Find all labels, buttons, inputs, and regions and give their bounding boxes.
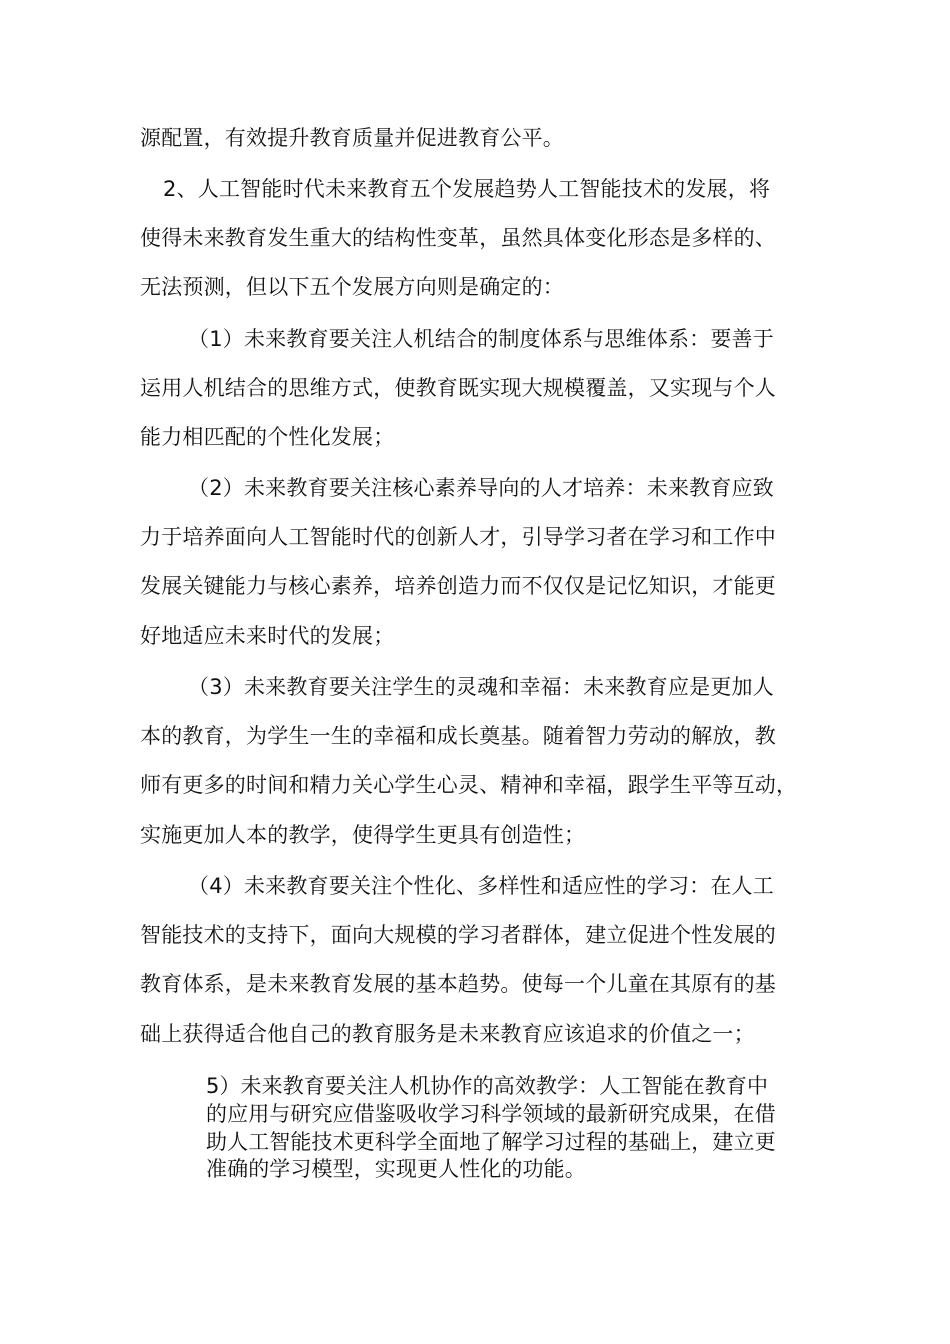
text-line: 2、人工智能时代未来教育五个发展趋势人工智能技术的发展，将 — [163, 177, 771, 201]
text-line: 发展关键能力与核心素养，培养创造力而不仅仅是记忆知识，才能更 — [140, 574, 776, 598]
text-line: 使得未来教育发生重大的结构性变革，虽然具体变化形态是多样的、 — [140, 226, 776, 250]
text-box-line: 5）未来教育要关注人机协作的高效教学：人工智能在教育中 — [206, 1074, 769, 1098]
text-line: 好地适应未来时代的发展； — [140, 624, 395, 648]
text-line: 实施更加人本的教学，使得学生更具有创造性； — [140, 823, 586, 847]
text-line: （3）未来教育要关注学生的灵魂和幸福：未来教育应是更加人 — [188, 675, 774, 699]
text-line: 能力相匹配的个性化发展； — [140, 425, 395, 449]
text-line: 运用人机结合的思维方式，使教育既实现大规模覆盖，又实现与个人 — [140, 376, 776, 400]
text-box-line: 助人工智能技术更科学全面地了解学习过程的基础上，建立更 — [206, 1130, 776, 1154]
text-line: 本的教育，为学生一生的幸福和成长奠基。随着智力劳动的解放，教 — [140, 724, 776, 748]
text-line: 源配置，有效提升教育质量并促进教育公平。 — [140, 126, 564, 150]
text-line: 无法预测，但以下五个发展方向则是确定的： — [140, 275, 564, 299]
text-box-line: 准确的学习模型，实现更人性化的功能。 — [206, 1157, 586, 1181]
text-line: 智能技术的支持下，面向大规模的学习者群体，建立促进个性发展的 — [140, 923, 776, 947]
text-line: （2）未来教育要关注核心素养导向的人才培养：未来教育应致 — [188, 476, 774, 500]
text-line: （1）未来教育要关注人机结合的制度体系与思维体系：要善于 — [188, 327, 774, 351]
text-line: （4）未来教育要关注个性化、多样性和适应性的学习：在人工 — [188, 874, 774, 898]
text-line: 教育体系，是未来教育发展的基本趋势。使每一个儿童在其原有的基 — [140, 972, 776, 996]
text-box-line: 的应用与研究应借鉴吸收学习科学领域的最新研究成果，在借 — [206, 1102, 776, 1126]
text-line: 师有更多的时间和精力关心学生心灵、精神和幸福，跟学生平等互动， — [140, 773, 798, 797]
text-line: 力于培养面向人工智能时代的创新人才，引导学习者在学习和工作中 — [140, 525, 776, 549]
text-line: 础上获得适合他自己的教育服务是未来教育应该追求的价值之一； — [140, 1022, 755, 1046]
